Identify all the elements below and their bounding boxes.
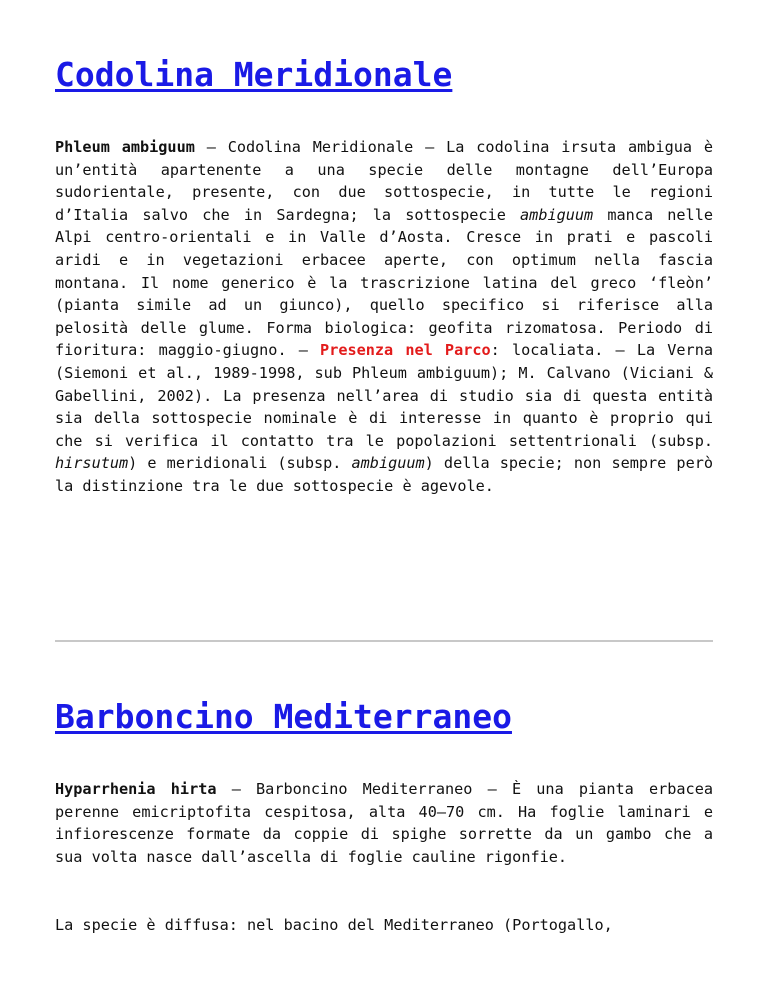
- article-title-codolina: [55, 54, 452, 96]
- italic-term: hirsutum: [55, 454, 129, 473]
- body-text: – Codolina Meridionale – La codolina irsuta ambigua è un’entità apartenente a una specie delle montagne dell’Europa sudorientale, presente, con due sottospecie, in tutte le regioni d’Italia salvo che in Sardegna; la sottospecie: [55, 138, 714, 224]
- article-divider: [55, 640, 713, 642]
- article-title-link-codolina[interactable]: Codolina Meridionale: [55, 55, 453, 94]
- article-body-barboncino-distribution: La specie è diffusa: nel bacino del Mediterraneo (Portogallo,: [55, 916, 613, 934]
- italic-term: ambiguum: [351, 454, 425, 473]
- italic-term: ambiguum: [520, 205, 594, 224]
- body-text: – Barboncino Mediterraneo – È una pianta erbacea perenne emicriptofita cespitosa, alta 40–70 cm. Ha foglie laminari e infiorescenze formate da coppie di spighe sorrette da un gambo che a sua volta nasce dall’ascella di foglie cauline rigonfie.: [55, 780, 713, 866]
- article-title-barboncino: [55, 696, 512, 738]
- body-text: : localiata. – La Verna (Siemoni et al., 1989-1998, sub Phleum ambiguum); M. Calvano (Viciani & Gabellini, 2002). La presenza nell’area di studio sia di questa entità sia della sottospecie nominale è di interesse in quanto è proprio qui che si verifica il contatto tra le popolazioni settentrionali (subsp.: [55, 341, 713, 450]
- species-name: Hyparrhenia hirta: [55, 780, 217, 798]
- body-text: ) della specie; non sempre però la distinzione tra le due sottospecie è agevole.: [55, 454, 714, 495]
- article-body-codolina: [55, 136, 713, 498]
- article-title-link-barboncino[interactable]: Barboncino Mediterraneo: [55, 697, 512, 736]
- body-text: manca nelle Alpi centro-orientali e in Valle d’Aosta. Cresce in prati e pascoli aridi e in vegetazioni erbacee aperte, con optimum nella fascia montana. Il nome generico è la trascrizione latina del greco ‘fleòn’ (pianta simile ad un giunco), quello specifico si riferisce alla pelosità delle glume. Forma biologica: geofita rizomatosa. Periodo di fioritura: maggio-giugno. –: [55, 205, 713, 360]
- body-text: ) e meridionali (subsp.: [128, 454, 352, 473]
- article-body-barboncino: [55, 778, 713, 868]
- presence-in-park-label: Presenza nel Parco: [320, 341, 491, 360]
- species-name: Phleum ambiguum: [55, 138, 195, 156]
